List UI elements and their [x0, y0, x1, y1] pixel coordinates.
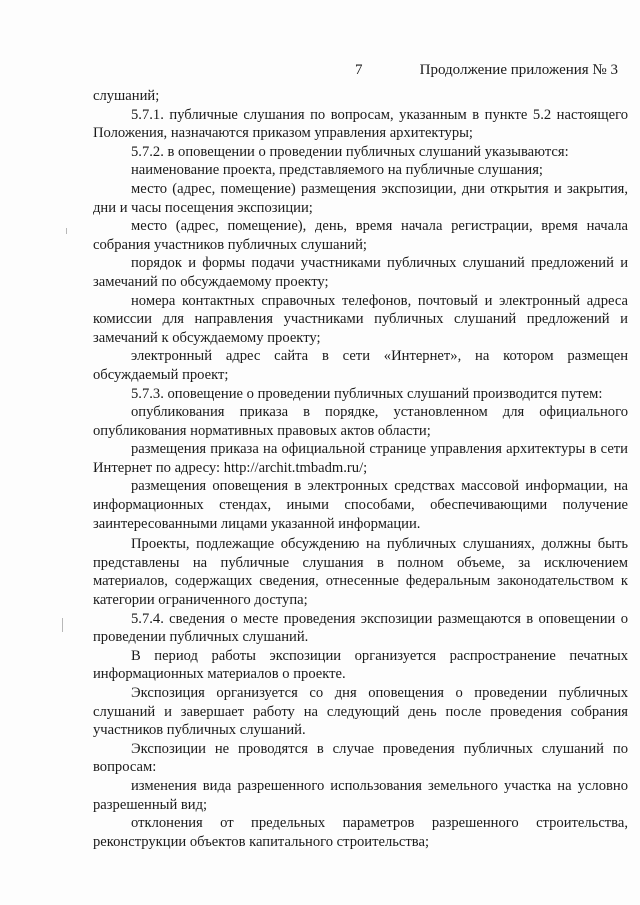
paragraph: Экспозиция организуется со дня оповещения о проведении публичных слушаний и завершает работу на следующий день после проведения собрания участников публичных слушаний. [93, 685, 628, 739]
paragraph: Проекты, подлежащие обсуждению на публичных слушаниях, должны быть представлены на публичные слушания в полном объеме, за исключением материалов, содержащих сведения, отнесенные федеральным законодательством к категории ограниченного доступа; [93, 536, 628, 609]
paragraph: В период работы экспозиции организуется распространение печатных информационных материалов о проекте. [93, 647, 628, 683]
page-header [0, 62, 640, 84]
paragraph: Экспозиции не проводятся в случае проведения публичных слушаний по вопросам: [93, 740, 628, 776]
paragraph: слушаний; [93, 88, 160, 104]
paragraph: размещения приказа на официальной странице управления архитектуры в сети Интернет по адресу: http://archit.tmbadm.ru/; [93, 441, 628, 476]
document-body [93, 87, 628, 851]
paragraph: изменения вида разрешенного использования земельного участка на условно разрешенный вид; [93, 777, 628, 813]
paragraph: место (адрес, помещение) размещения экспозиции, дни открытия и закрытия, дни и часы посещения экспозиции; [93, 180, 628, 216]
paragraph: место (адрес, помещение), день, время начала регистрации, время начала собрания участников публичных слушаний; [93, 218, 628, 253]
paragraph: 5.7.2. в оповещении о проведении публичных слушаний указываются: [131, 143, 569, 160]
paragraph: отклонения от предельных параметров разрешенного строительства, реконструкции объектов капитального строительства; [93, 815, 628, 850]
paragraph: опубликования приказа в порядке, установленном для официального опубликования нормативных правовых актов области; [93, 404, 628, 439]
paragraph: 5.7.4. сведения о месте проведения экспозиции размещаются в оповещении о проведении публичных слушаний. [93, 610, 628, 646]
appendix-continuation-note: Продолжение приложения № 3 [419, 62, 618, 78]
paragraph: наименование проекта, представляемого на публичные слушания; [131, 162, 543, 179]
paragraph: 5.7.1. публичные слушания по вопросам, указанным в пункте 5.2 настоящего Положения, назначаются приказом управления архитектуры; [93, 106, 628, 142]
paragraph: электронный адрес сайта в сети «Интернет», на котором размещен обсуждаемый проект; [93, 348, 628, 383]
scan-margin-mark [66, 228, 67, 234]
paragraph: размещения оповещения в электронных средствах массовой информации, на информационных стендах, иными способами, обеспечивающими получение заинтересованными лицами указанной информации. [93, 478, 628, 532]
paragraph: номера контактных справочных телефонов, почтовый и электронный адреса комиссии для направления участниками публичных слушаний предложений и замечаний к обсуждаемому проекту; [93, 292, 628, 346]
paragraph: 5.7.3. оповещение о проведении публичных слушаний производится путем: [131, 385, 603, 402]
paragraph: порядок и формы подачи участниками публичных слушаний предложений и замечаний по обсуждаемому проекту; [93, 255, 628, 290]
scan-margin-mark [62, 618, 63, 632]
page-number: 7 [355, 62, 363, 78]
